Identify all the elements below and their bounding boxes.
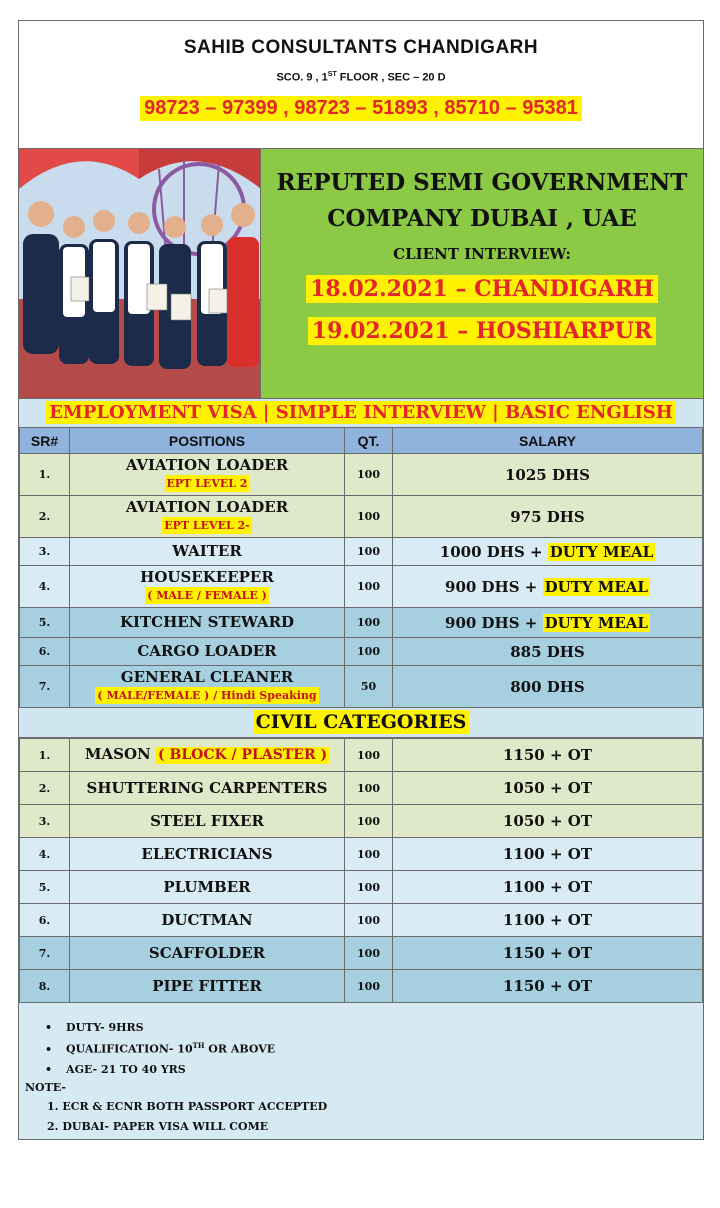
duty-hours: • DUTY- 9HRS xyxy=(45,1021,703,1034)
table-row: 1. MASON ( BLOCK / PLASTER ) 100 1150 + OT xyxy=(20,739,703,772)
qualification: • QUALIFICATION- 10TH OR ABOVE xyxy=(45,1041,703,1056)
col-salary: SALARY xyxy=(393,428,703,454)
header xyxy=(19,21,703,149)
col-sr: SR# xyxy=(20,428,70,454)
table-row: 2. AVIATION LOADER EPT LEVEL 2- 100 975 DHS xyxy=(20,496,703,538)
table-row: 5. PLUMBER 100 1100 + OT xyxy=(20,871,703,904)
table-row: 3. STEEL FIXER 100 1050 + OT xyxy=(20,805,703,838)
company-name: SAHIB CONSULTANTS CHANDIGARH xyxy=(183,37,539,58)
jobs-table xyxy=(19,427,703,708)
civil-categories-banner: CIVIL CATEGORIES xyxy=(19,708,703,738)
table-row: 6. CARGO LOADER 100 885 DHS xyxy=(20,638,703,666)
interview-label: CLIENT INTERVIEW: xyxy=(393,245,571,263)
phone-numbers: 98723 – 97399 , 98723 – 51893 , 85710 – 95381 xyxy=(140,96,582,121)
company-address: SCO. 9 , 1ST FLOOR , SEC – 20 D xyxy=(276,71,446,84)
table-row: 3. WAITER 100 1000 DHS + DUTY MEAL xyxy=(20,538,703,566)
visa-banner: EMPLOYMENT VISA | SIMPLE INTERVIEW | BASIC ENGLISH xyxy=(19,399,703,427)
interview-date-hoshiarpur: 19.02.2021 – HOSHIARPUR xyxy=(308,317,656,345)
civil-table xyxy=(19,738,703,1003)
staff-photo-illustration xyxy=(19,149,261,398)
notes-list xyxy=(19,1100,703,1133)
announcement-panel xyxy=(261,149,703,398)
company-description: REPUTED SEMI GOVERNMENT COMPANY DUBAI , UAE xyxy=(276,169,688,232)
table-header xyxy=(20,428,703,454)
table-row: 5. KITCHEN STEWARD 100 900 DHS + DUTY MEAL xyxy=(20,608,703,638)
table-row: 7. SCAFFOLDER 100 1150 + OT xyxy=(20,937,703,970)
table-row: 1. AVIATION LOADER EPT LEVEL 2 100 1025 DHS xyxy=(20,454,703,496)
table-row: 8. PIPE FITTER 100 1150 + OT xyxy=(20,970,703,1003)
table-row: 4. ELECTRICIANS 100 1100 + OT xyxy=(20,838,703,871)
staff-photo xyxy=(19,149,261,398)
job-flyer xyxy=(18,20,704,1140)
col-positions: POSITIONS xyxy=(70,428,345,454)
age-range: • AGE- 21 TO 40 YRS xyxy=(45,1063,703,1076)
table-row: 2. SHUTTERING CARPENTERS 100 1050 + OT xyxy=(20,772,703,805)
table-row: 4. HOUSEKEEPER ( MALE / FEMALE ) 100 900 DHS + DUTY MEAL xyxy=(20,566,703,608)
col-qt: QT. xyxy=(345,428,393,454)
note-visa: 2. DUBAI- PAPER VISA WILL COME xyxy=(47,1119,269,1133)
interview-date-chandigarh: 18.02.2021 – CHANDIGARH xyxy=(306,275,658,303)
banner xyxy=(19,149,703,399)
table-row: 6. DUCTMAN 100 1100 + OT xyxy=(20,904,703,937)
requirements-list xyxy=(19,1021,703,1076)
note-passport: 1. ECR & ECNR BOTH PASSPORT ACCEPTED xyxy=(47,1099,328,1113)
notes-section xyxy=(19,1003,703,1139)
table-row: 7. GENERAL CLEANER ( MALE/FEMALE ) / Hindi Speaking 50 800 DHS xyxy=(20,666,703,708)
note-title: NOTE- xyxy=(25,1080,66,1094)
